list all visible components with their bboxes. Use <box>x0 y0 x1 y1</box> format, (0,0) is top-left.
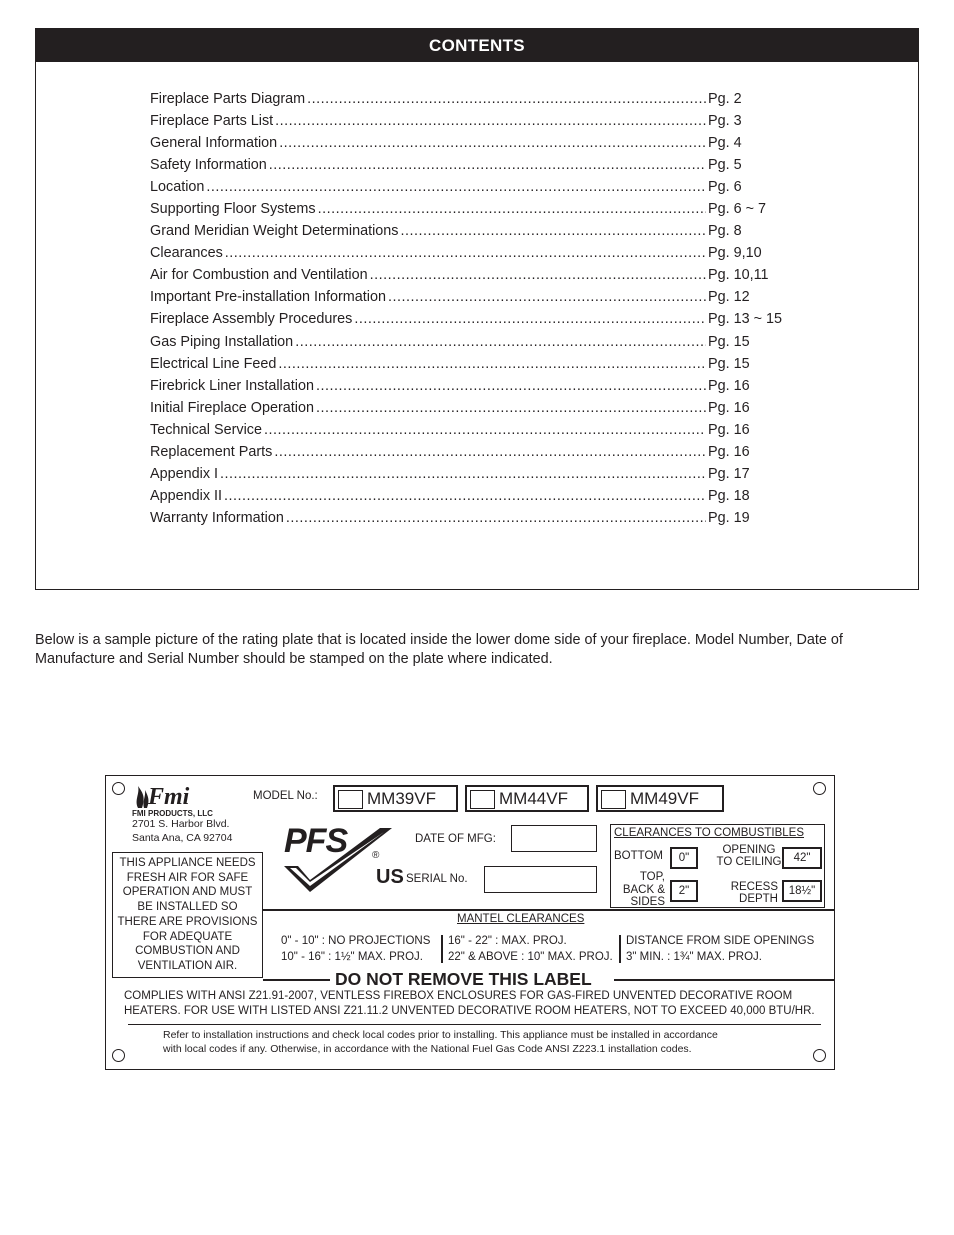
install-line-2: with local codes if any. Otherwise, in accordance with the National Fuel Gas Code ANSI Z223.1 installation codes. <box>163 1043 692 1055</box>
toc-leader-dots <box>318 201 706 217</box>
rating-plate <box>105 775 835 1070</box>
serial-box <box>484 866 597 893</box>
toc-item <box>150 201 790 223</box>
toc-item-page: Pg. 6 ~ 7 <box>708 201 767 218</box>
toc-item-page: Pg. 5 <box>708 157 742 174</box>
toc-item-title: Location <box>150 179 205 196</box>
toc-leader-dots <box>286 510 706 526</box>
model-label: MODEL No.: <box>253 790 318 802</box>
toc-item-page: Pg. 8 <box>708 223 742 240</box>
mantel-col3-line2: 3" MIN. : 1¾" MAX. PROJ. <box>626 951 762 963</box>
toc-list <box>150 91 790 532</box>
corner-hole-top-left <box>112 782 125 795</box>
date-of-mfg-label: DATE OF MFG: <box>415 833 496 845</box>
mantel-divider-2 <box>619 935 621 963</box>
opening-value: 42" <box>782 847 822 869</box>
fresh-air-warning-box <box>112 852 263 978</box>
toc-leader-dots <box>269 157 706 173</box>
compliance-rule <box>128 1024 821 1025</box>
model-checkbox-3 <box>601 790 626 809</box>
toc-item-title: Firebrick Liner Installation <box>150 377 314 394</box>
compliance-line-2: HEATERS. FOR USE WITH LISTED ANSI Z21.11.2 UNVENTED DECORATIVE ROOM HEATERS, NOT TO EXCEED 40,000 BTU/HR. <box>124 1005 815 1017</box>
toc-item-page: Pg. 12 <box>708 289 750 306</box>
toc-item-title: Appendix II <box>150 487 223 504</box>
warning-line: COMBUSTION AND <box>135 945 240 958</box>
toc-leader-dots <box>388 289 706 305</box>
toc-item-page: Pg. 15 <box>708 333 750 350</box>
toc-item <box>150 422 790 444</box>
toc-leader-dots <box>307 91 706 107</box>
mantel-title: MANTEL CLEARANCES <box>457 913 585 925</box>
toc-item-page: Pg. 15 <box>708 355 750 372</box>
toc-leader-dots <box>316 378 706 394</box>
mantel-col1-line1: 0" - 10" : NO PROJECTIONS <box>281 935 431 947</box>
model-box-3: MM49VF <box>596 785 724 812</box>
toc-item <box>150 135 790 157</box>
corner-hole-bottom-right <box>813 1049 826 1062</box>
toc-item <box>150 444 790 466</box>
toc-item-page: Pg. 18 <box>708 487 750 504</box>
toc-item-title: Warranty Information <box>150 509 284 526</box>
toc-leader-dots <box>206 179 706 195</box>
toc-item-title: Air for Combustion and Ventilation <box>150 267 368 284</box>
mantel-col1-line2: 10" - 16" : 1½" MAX. PROJ. <box>281 951 423 963</box>
label-rule-left <box>263 979 330 981</box>
toc-leader-dots <box>278 356 706 372</box>
serial-label: SERIAL No. <box>406 873 468 885</box>
toc-leader-dots <box>316 400 706 416</box>
toc-item-page: Pg. 10,11 <box>708 267 769 284</box>
toc-leader-dots <box>275 113 706 129</box>
toc-item <box>150 245 790 267</box>
toc-item <box>150 289 790 311</box>
divider-line <box>263 909 834 911</box>
toc-item <box>150 267 790 289</box>
toc-item-title: Fireplace Parts List <box>150 113 274 130</box>
toc-leader-dots <box>224 488 706 504</box>
toc-item <box>150 179 790 201</box>
toc-item-title: Appendix I <box>150 465 219 482</box>
toc-item <box>150 223 790 245</box>
toc-item-title: Fireplace Parts Diagram <box>150 91 306 107</box>
toc-item-title: Technical Service <box>150 421 262 438</box>
warning-line: THERE ARE PROVISIONS <box>117 915 258 928</box>
toc-item-title: Clearances <box>150 245 223 262</box>
label-rule-right <box>614 979 834 981</box>
toc-leader-dots <box>295 334 706 350</box>
model-checkbox-1 <box>338 790 363 809</box>
opening-label: OPENING TO CEILING <box>716 844 782 868</box>
toc-item <box>150 113 790 135</box>
mantel-divider-1 <box>441 935 443 963</box>
toc-item-title: Replacement Parts <box>150 443 273 460</box>
toc-item <box>150 334 790 356</box>
address-line-2: Santa Ana, CA 92704 <box>132 832 233 844</box>
bottom-value: 0" <box>670 847 698 869</box>
model-box-1: MM39VF <box>333 785 458 812</box>
tbs-value: 2" <box>670 880 698 902</box>
model-box-2: MM44VF <box>465 785 589 812</box>
clearances-title: CLEARANCES TO COMBUSTIBLES <box>614 827 805 839</box>
address-line-1: 2701 S. Harbor Blvd. <box>132 818 230 830</box>
toc-item-page: Pg. 4 <box>708 135 742 152</box>
toc-item <box>150 510 790 532</box>
warning-line: FOR ADEQUATE <box>142 930 233 943</box>
toc-item-title: Safety Information <box>150 157 267 174</box>
warning-line: THIS APPLIANCE NEEDS <box>119 857 256 869</box>
warning-line: BE INSTALLED SO <box>137 901 238 914</box>
do-not-remove-label: DO NOT REMOVE THIS LABEL <box>335 969 592 989</box>
toc-item-page: Pg. 19 <box>708 509 750 526</box>
warning-line: FRESH AIR FOR SAFE <box>126 871 249 884</box>
toc-item-title: Grand Meridian Weight Determinations <box>150 223 399 240</box>
bottom-label: BOTTOM <box>614 850 663 862</box>
model-checkbox-2 <box>470 790 495 809</box>
tbs-label: TOP, BACK & SIDES <box>622 871 665 908</box>
contents-title: CONTENTS <box>36 29 918 62</box>
toc-item-title: Electrical Line Feed <box>150 355 277 372</box>
pfs-logo: PFS ® US <box>280 824 400 899</box>
toc-item <box>150 356 790 378</box>
toc-item-title: Important Pre-installation Information <box>150 289 386 306</box>
toc-leader-dots <box>225 245 706 261</box>
toc-item-page: Pg. 16 <box>708 443 750 460</box>
toc-leader-dots <box>279 135 706 151</box>
contents-box <box>35 28 919 590</box>
toc-item-page: Pg. 17 <box>708 465 750 482</box>
mantel-col2-line1: 16" - 22" : MAX. PROJ. <box>448 935 567 947</box>
toc-item-page: Pg. 2 <box>708 91 742 107</box>
toc-item-title: Gas Piping Installation <box>150 333 294 350</box>
toc-leader-dots <box>264 422 706 438</box>
toc-item <box>150 400 790 422</box>
recess-value: 18½" <box>782 880 822 902</box>
company-name: FMI PRODUCTS, LLC <box>132 809 213 818</box>
toc-item-title: Initial Fireplace Operation <box>150 399 314 416</box>
mantel-col3-line1: DISTANCE FROM SIDE OPENINGS <box>626 935 815 947</box>
toc-item-page: Pg. 16 <box>708 377 750 394</box>
toc-item <box>150 311 790 333</box>
toc-item-page: Pg. 6 <box>708 179 742 196</box>
toc-item-page: Pg. 3 <box>708 113 742 130</box>
toc-leader-dots <box>274 444 706 460</box>
compliance-line-1: COMPLIES WITH ANSI Z21.91-2007, VENTLESS FIREBOX ENCLOSURES FOR GAS-FIRED UNVENTED DECORATIVE ROOM <box>124 990 793 1002</box>
toc-item-title: General Information <box>150 135 278 152</box>
corner-hole-top-right <box>813 782 826 795</box>
toc-item <box>150 466 790 488</box>
install-line-1: Refer to installation instructions and check local codes prior to installing. This appliance must be installed in accordance <box>163 1029 718 1041</box>
warning-line: OPERATION AND MUST <box>122 886 253 899</box>
toc-item <box>150 378 790 400</box>
clearances-box <box>610 824 825 908</box>
toc-item <box>150 91 790 113</box>
toc-leader-dots <box>400 223 706 239</box>
date-of-mfg-box <box>511 825 597 852</box>
toc-item <box>150 488 790 510</box>
toc-item <box>150 157 790 179</box>
toc-item-page: Pg. 16 <box>708 399 750 416</box>
mantel-col2-line2: 22" & ABOVE : 10" MAX. PROJ. <box>448 951 613 963</box>
fmi-logo: Fmi <box>132 780 192 815</box>
recess-label: RECESS DEPTH <box>730 881 778 905</box>
toc-item-title: Fireplace Assembly Procedures <box>150 311 353 328</box>
toc-item-title: Supporting Floor Systems <box>150 201 316 218</box>
toc-leader-dots <box>220 466 706 482</box>
toc-leader-dots <box>354 311 706 327</box>
toc-item-page: Pg. 13 ~ 15 <box>708 311 783 328</box>
toc-leader-dots <box>370 267 706 283</box>
toc-item-page: Pg. 9,10 <box>708 245 762 262</box>
toc-item-page: Pg. 16 <box>708 421 750 438</box>
corner-hole-bottom-left <box>112 1049 125 1062</box>
warning-line: VENTILATION AIR. <box>137 959 238 972</box>
intro-paragraph: Below is a sample picture of the rating plate that is located inside the lower dome side of your fireplace. Model Number, Date of Manufacture and Serial Number should be stamped on the plate where indicated. <box>35 632 843 667</box>
